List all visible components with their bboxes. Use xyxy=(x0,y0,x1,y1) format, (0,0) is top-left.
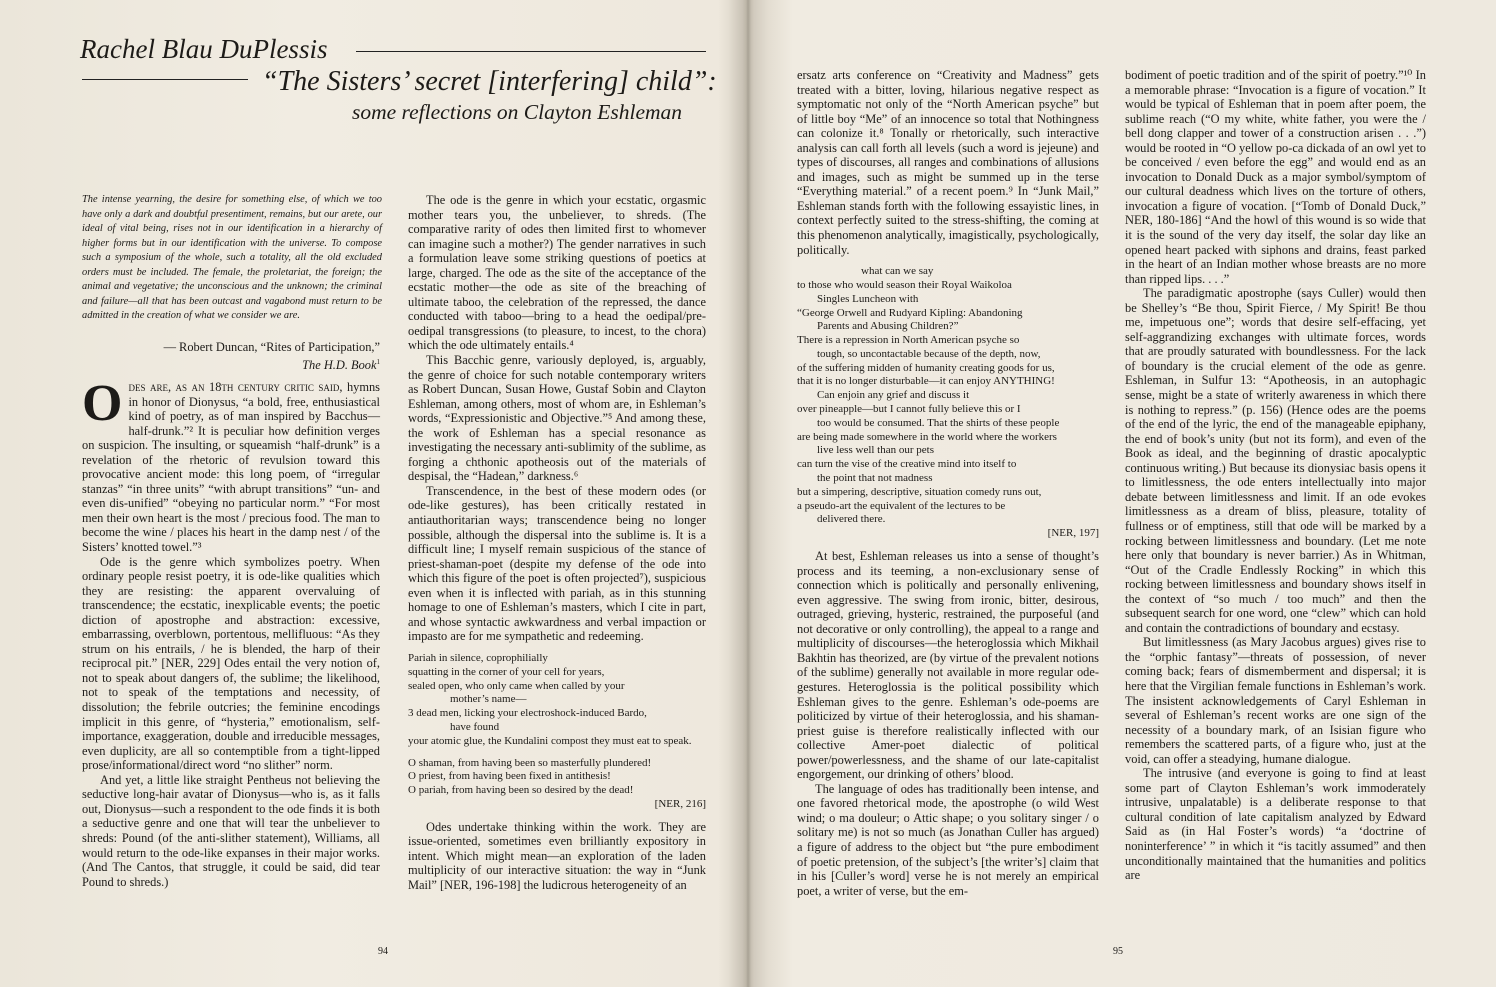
verse-line: O priest, from having been fixed in antithesis! xyxy=(408,770,611,783)
verse-line: to those who would season their Royal Waikoloa xyxy=(797,278,1012,291)
paragraph: The paradigmatic apostrophe (says Culler) would then be Shelley’s “Be thou, Spirit Fierce, / My Spirit! Be thou me, impetuous one”; words that desire self-effacing, yet self-aggrandizing exchanges with ultimate forces, words that are proudly saturated with boundlessness. For the lack of boundary is the crucial element of the ode as genre. Eshleman, in Sulfur 13: “Apotheosis, in an autophagic sense, might be a state of writerly awareness in which there is nothing to repress.” (p. 156) (Hence odes are the poems of the end of the lyric, the end of the manageable epiphany, the end of book’s unity (but not its form), and even of the Book as ideal, and the beginning of drastic apocalyptic continuous writing.) But because its dionysiac basis opens it to limitlessness, the ode enters intellectually into major debate between limitlessness and limit. If an ode evokes limitlessness as a dream of bliss, pleasure, totality of fullness or of emptiness, still that ode will be marked by a rocking between limitlessness and boundary. (Let me note here only that boundary is never barrier.) As in Whitman, “Out of the Cradle Endlessly Rocking” in which this rocking between limitlessness and boundary shows itself in the context of “so much / too much” and then the subsequent search for one word, one “clew” which can hold and contain the contradictions of boundary and ecstasy. xyxy=(1125,286,1426,635)
paragraph-text: hymns in honor of Dionysus, “a bold, free, enthusiastical kind of poetry, as of man inspired by Bacchus—half-drunk.”² It is peculiar how definition verges on suspicion. The insulting, or squeamish “half-drunk” is a revelation of the rhetoric of revulsion toward this provocative ancient mode: this long poem, of “irregular stanzas” “in three units” “with abrupt transitions” “un- and even dis-unified” “obeying no particular norm.” “For most men their own heart is the most / precious food. The man to become the wine / places his heart in the damp nest / of the Sisters’ knotted towel.”³ xyxy=(82,380,380,555)
title-rule-bottom xyxy=(82,79,248,80)
verse-line: live less well than our pets xyxy=(817,444,935,457)
article-title: “The Sisters’ secret [interfering] child”: xyxy=(262,66,717,97)
paragraph: Odes undertake thinking within the work. They are issue-oriented, sometimes even brilliantly expository in intent. Which might mean—an exploration of the laden multiplicity of our interactive situation: the way in “Junk Mail” [NER, 196-198] the ludicrous heterogeneity of an xyxy=(408,819,706,892)
page-number-left: 94 xyxy=(378,946,388,957)
paragraph: Ode is the genre which symbolizes poetry. When ordinary people resist poetry, it is ode-like qualities which they are resisting: the apparent overvaluing of transcendence; the ecstatic, inexplicable events; the poetic diction of apostrophe and abstraction: excessive, embarrassing, overblown, portentous, mellifluous: “As they strum on his entrails, / he is blended, the harp of their reciprocal pit.” [NER, 229] Odes entail the very notion of, not to speak about dangers of, the sublime; the likelihood, not to speak of the temptations and necessity, of dissolution; the febrile outcries; the feminine encodings implicit in this genre, of “hysteria,” emotionalism, self-importance, exaggeration, double and irreducible messages, even duplicity, are all so contemptible from a tight-lipped prose/informational/direct word “no slither” norm. xyxy=(82,554,380,773)
verse-line: “George Orwell and Rudyard Kipling: Abandoning xyxy=(797,306,1023,319)
verse-line: Parents and Abusing Children?” xyxy=(817,320,959,333)
article-subtitle: some reflections on Clayton Eshleman xyxy=(352,100,683,124)
verse-line: can turn the vise of the creative mind into itself to xyxy=(797,458,1017,471)
verse-line: a pseudo-art the equivalent of the lectures to be xyxy=(797,499,1006,512)
epigraph-author: — Robert Duncan, “Rites of Participation,” xyxy=(163,340,380,354)
verse-line: that it is no longer disturbable—it can enjoy ANYTHING! xyxy=(797,375,1055,388)
column-3 xyxy=(797,68,1099,898)
paragraph: Transcendence, in the best of these modern odes (or ode-like gestures), has been critically restated in antiauthoritarian ways; transcendence being no longer possible, although the dispersal into the sublime is. It is a difficult line; I myself remain suspicious of the stance of priest-shaman-poet (despite my defense of the ode into which this figure of the poet is often projected⁷), suspicious even when it is inflected with pariah, as in this stunning homage to one of Eshleman’s masters, which I cite in part, and whose syntactic awkwardness and verbal impaction or impasto are for me sympathetic and redeeming. xyxy=(408,483,706,644)
verse-line: of the suffering midden of humanity creating goods for us, xyxy=(797,361,1055,374)
verse-line: Singles Luncheon with xyxy=(817,292,919,305)
verse-quote xyxy=(408,652,706,812)
paragraph: This Bacchic genre, variously deployed, is, arguably, the genre of choice for such notable contemporary writers as Robert Duncan, Susan Howe, Gustaf Sobin and Clayton Eshleman, among others, most of whom are, in Eshleman’s words, “Expressionistic and Objective.”⁵ And among these, the work of Eshleman has a special resonance as investigating the necessary anti-sublimity of the sublime, as forging a chthonic apotheosis out of the materials of despisal, the “Hadean,” darkness.⁶ xyxy=(408,353,706,484)
verse-line: Pariah in silence, coprophilially xyxy=(408,651,548,664)
verse-line: There is a repression in North American psyche so xyxy=(797,334,1020,347)
drop-cap: O xyxy=(82,375,123,432)
lead-small-caps: des are, as an 18th century critic said, xyxy=(128,380,343,394)
epigraph-source-line xyxy=(82,355,380,373)
verse-reference: [NER, 197] xyxy=(1047,527,1099,540)
verse-line: have found xyxy=(450,720,500,733)
verse-quote xyxy=(797,265,1099,541)
epigraph: The intense yearning, the desire for something else, of which we too have only a dark and doubtful presentiment, remains, but our arete, our ideal of vital being, rises not in our identification in a hierarchy of higher forms but in our identification with the universe. To compose such a symposium of the whole, such a totality, all the old excluded orders must be included. The female, the proletariat, the foreign; the animal and vegetative; the unconscious and the unknown; the criminal and failure—all that has been outcast and vagabond must return to be admitted in the creation of what we consider we are. xyxy=(82,194,382,322)
verse-line: the point that not madness xyxy=(817,472,933,485)
verse-line: tough, so uncontactable because of the depth, now, xyxy=(817,347,1041,360)
verse-line: O shaman, from having been so masterfully plundered! xyxy=(408,756,652,769)
paragraph: The language of odes has traditionally been intense, and one favored rhetorical mode, the apostrophe (o wild West wind; o ma douleur; o Attic shape; o you solitary singer / o solitary me) is not so much (as Jonathan Culler has argued) a figure of address to the object but “the pure embodiment of poetic pretension, of the subject’s [the writer’s] claim that in his [Culler’s word] verse he is not merely an empirical poet, a writer of verse, but the em- xyxy=(797,781,1099,898)
epigraph-attribution xyxy=(82,340,380,372)
title-rule-top xyxy=(356,51,706,52)
verse-line: what can we say xyxy=(861,265,934,278)
verse-line: sealed open, who only came when called by your xyxy=(408,679,625,692)
paragraph xyxy=(82,375,380,555)
verse-line: too would be consumed. That the shirts of these people xyxy=(817,416,1060,429)
paragraph: The ode is the genre in which your ecstatic, orgasmic mother tears you, the unbeliever, to shreds. (The comparative rarity of odes then limited first to whomever can imagine such a mother?) The gender narratives in such a formulation leave some striking questions of poetics at large, charged. The ode as the site of the acceptance of the ecstatic mother—the ode as site of the breaching of ultimate taboo, the celebration of the repressed, the dance conducted with taboo—bring to a head the oedipal/pre-oedipal transgressions (to pleasure, to incest, to the chora) which the ode ultimately entails.⁴ xyxy=(408,193,706,353)
verse-line: mother’s name— xyxy=(450,693,527,706)
column-2 xyxy=(408,193,706,892)
paragraph: bodiment of poetic tradition and of the spirit of poetry.”¹⁰ In a memorable phrase: “Invocation is a figure of vocation.” It would be typical of Eshleman that in poem after poem, the sublime reach (“O my white, white father, you were the / bell dong clapper and tower of a construction arisen . . .”) would be rooted in “O yellow po-ca dickada of an owl yet to be conceived / even before the egg” and would end as an invocation to Donald Duck as a major symbol/symptom of our cultural deadness which lives on the torture of others, invocation a figure of vocation. [“Tomb of Donald Duck,” NER, 180-186] “And the howl of this wound is so wide that it is the sound of the very day itself, the solar day like an opened heart packed with siphons and drains, feast parked in the heart of an Indian mother whose breasts are no more than ripped lips. . . .” xyxy=(1125,68,1426,286)
verse-line: delivered there. xyxy=(817,513,886,526)
author-name: Rachel Blau DuPlessis xyxy=(80,34,328,64)
verse-line: O pariah, from having been so desired by the dead! xyxy=(408,784,634,797)
verse-line: Can enjoin any grief and discuss it xyxy=(817,389,970,402)
right-page xyxy=(750,0,1496,987)
verse-line: squatting in the corner of your cell for years, xyxy=(408,665,605,678)
verse-line xyxy=(408,749,706,757)
paragraph: But limitlessness (as Mary Jacobus argues) gives rise to the “orphic fantasy”—threats of possession, of never coming back; fears of dismemberment and dispersal; it is here that the Virgilian female functions in Eshleman’s work. The insistent acknowledgements of Caryl Eshleman in several of Eshleman’s recent works are one sign of the necessity of a boundary mark, of an Isisian figure who remembers the scattered parts, of a figure who, just at the void, can offer a steadying, humane dialogue. xyxy=(1125,635,1426,766)
verse-line: over pineapple—but I cannot fully believe this or I xyxy=(797,403,1021,416)
verse-reference: [NER, 216] xyxy=(654,797,706,810)
verse-line: are being made somewhere in the world where the workers xyxy=(797,430,1057,443)
verse-line: but a simpering, descriptive, situation comedy runs out, xyxy=(797,485,1042,498)
paragraph: ersatz arts conference on “Creativity and Madness” gets treated with a bitter, loving, hilarious negative respect as symptomatic not only of the “North American psyche” but of little boy “Me” of an innocence so total that Nothingness can colonize it.⁸ Tonally or rhetorically, such interactive analysis can call forth all levels (such a word is jejeune) and types of discourses, all ranges and combinations of allusions and images, such as might be summed up in the terse “Everything material.” of a recent poem.⁹ In “Junk Mail,” Eshleman stands forth with the following essayistic lines, in context perfectly suited to the stress-shifting, the coming at this phenomenon analytically, imagistically, psychologically, politically. xyxy=(797,68,1099,257)
epigraph-note: 1 xyxy=(376,357,380,366)
paragraph: The intrusive (and everyone is going to find at least some part of Clayton Eshleman’s work immoderately intrusive, unpalatable) is a deliberate response to that cultural condition of late capitalism analyzed by Edward Said as (in Hal Foster’s words) “a ‘doctrine of noninterference’ ” in which it “is tacitly assumed” and then unconditionally maintained that the humanities and politics are xyxy=(1125,766,1426,883)
verse-line: your atomic glue, the Kundalini compost they must eat to speak. xyxy=(408,734,692,747)
paragraph: And yet, a little like straight Pentheus not believing the seductive long-hair avatar of Dionysus—who is, as it falls out, Dionysus—such a respondent to the ode finds it is both a seductive genre and one that will tear the unbeliever to shreds: Pound (of the anti-slither statement), Williams, all would return to the ode-like expanses in their major works. (And The Cantos, that struggle, it could be said, did tear Pound to shreds.) xyxy=(82,772,380,889)
column-1 xyxy=(82,375,380,889)
verse-line: 3 dead men, licking your electroshock-induced Bardo, xyxy=(408,707,647,720)
epigraph-source: The H.D. Book xyxy=(302,357,377,372)
page-number-right: 95 xyxy=(1113,946,1123,957)
column-4 xyxy=(1125,68,1426,883)
paragraph: At best, Eshleman releases us into a sense of thought’s process and its teeming, a non-exclusionary sense of connection which is politically and personally enlivening, even aggressive. The swing from ironic, bitter, desirous, outraged, grieving, hysteric, restrained, the purposeful (and not decorative or only controlling), the appeal to a range and multiplicity of discourses—the heteroglossia which Mikhail Bakhtin has theorized, are (by virtue of the prevalent notions of the sublime) generally not available in more regular ode-gestures. Heteroglossia is the political possibility which Eshleman gives to the genre. Eshleman’s ode-poems are politicized by virtue of their heteroglossia, and his shaman-priest guise is therefore realistically inflected with our collective Amer-poet dialectic of political power/powerlessness, and the shame of our late-capitalist engorgement, our drinking of others’ blood. xyxy=(797,549,1099,782)
